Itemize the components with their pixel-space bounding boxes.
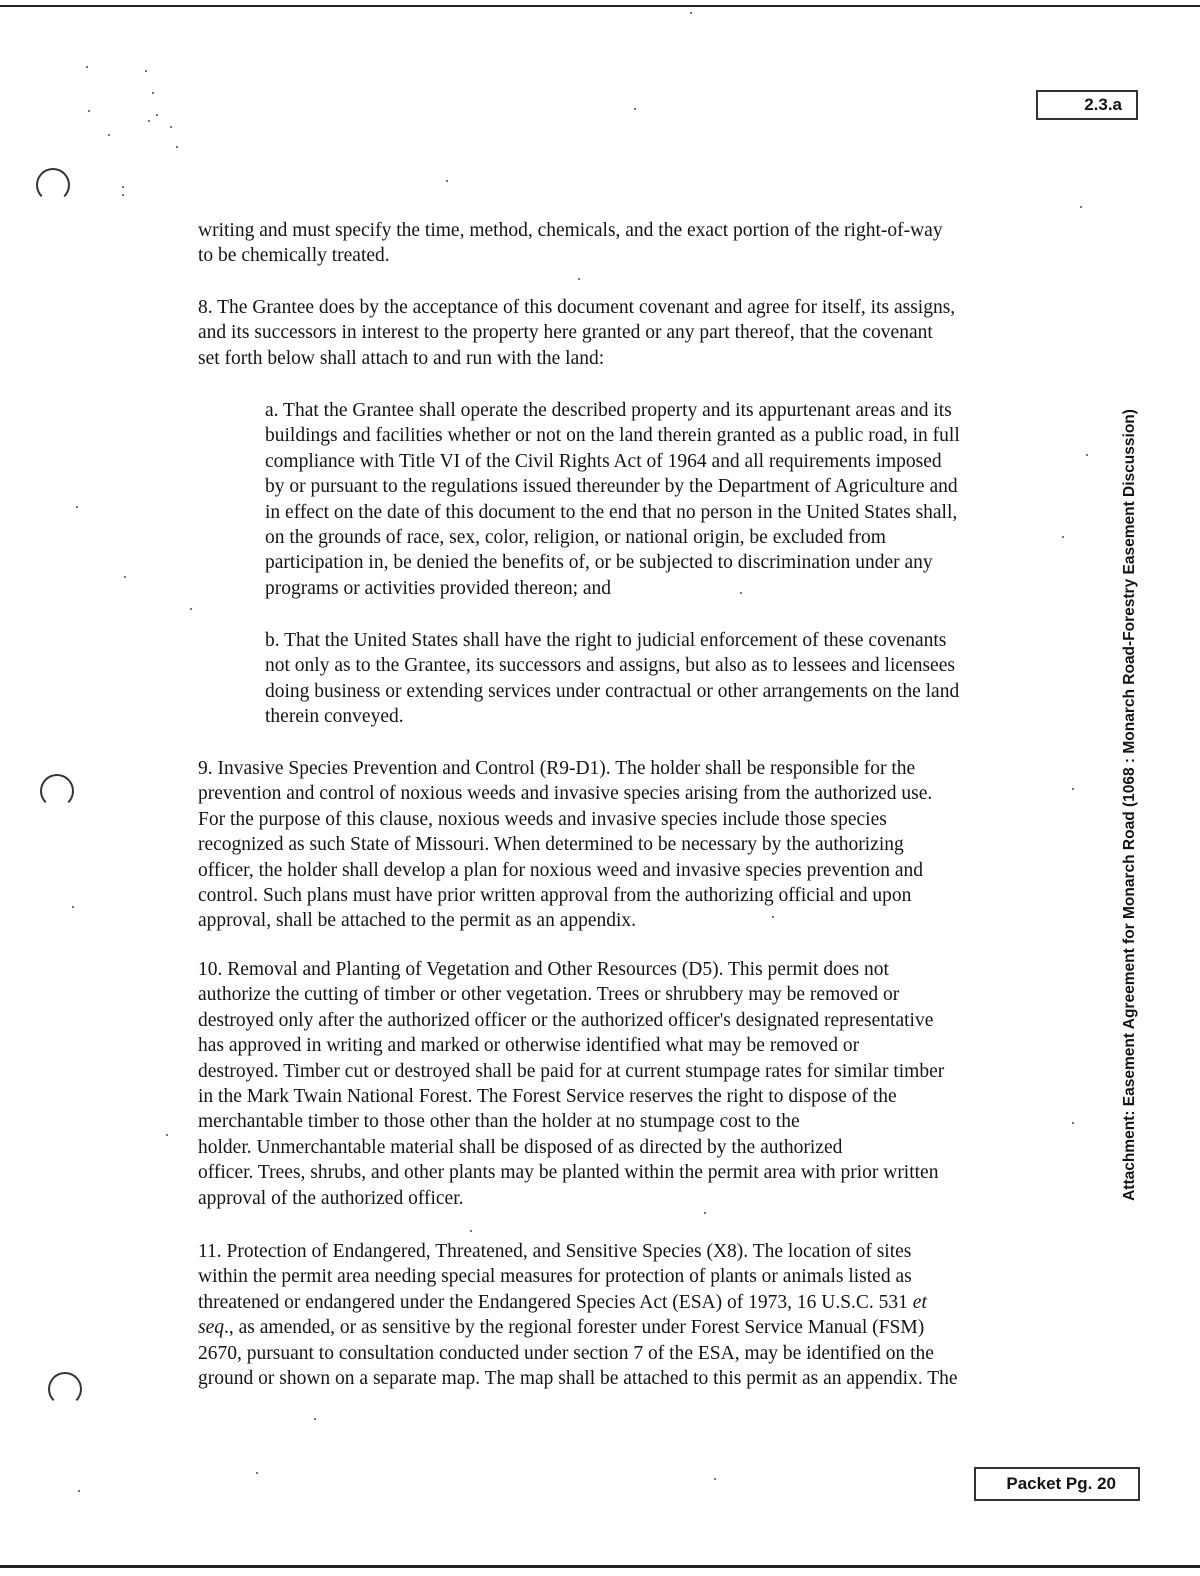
packet-page-box bbox=[974, 1467, 1140, 1501]
text-line: in the Mark Twain National Forest. The Forest Service reserves the right to dispose of the bbox=[198, 1086, 897, 1108]
text-line: by or pursuant to the regulations issued thereunder by the Department of Agriculture and bbox=[265, 476, 958, 498]
italic-segment: seq bbox=[198, 1317, 224, 1339]
scan-speck bbox=[714, 1478, 716, 1480]
text-line: holder. Unmerchantable material shall be disposed of as directed by the authorized bbox=[198, 1136, 843, 1158]
text-line: has approved in writing and marked or otherwise identified what may be removed or bbox=[198, 1035, 860, 1057]
paragraph-continued bbox=[198, 218, 943, 269]
scan-speck bbox=[76, 506, 78, 508]
text-line: ground or shown on a separate map. The map shall be attached to this permit as an appendix. The bbox=[198, 1368, 958, 1390]
text-line: set forth below shall attach to and run with the land: bbox=[198, 347, 605, 369]
attachment-sidebar-text: Attachment: Easement Agreement for Monarch Road (1068 : Monarch Road-Forestry Easement Discussion) bbox=[1121, 409, 1138, 1201]
scan-speck bbox=[148, 120, 150, 122]
paragraph-8b bbox=[265, 628, 959, 730]
packet-page-text: Packet Pg. 20 bbox=[1006, 1474, 1116, 1493]
scan-speck bbox=[108, 134, 110, 136]
scan-speck bbox=[1072, 1122, 1074, 1124]
text-line: therein conveyed. bbox=[265, 706, 404, 728]
scan-speck bbox=[122, 186, 124, 188]
text-line: not only as to the Grantee, its successors and assigns, but also as to lessees and licensees bbox=[265, 655, 955, 677]
scan-speck bbox=[190, 608, 192, 610]
scan-speck bbox=[122, 194, 124, 196]
paragraph-10 bbox=[198, 957, 944, 1211]
text-line: b. That the United States shall have the right to judicial enforcement of these covenants bbox=[265, 630, 947, 651]
text-line: on the grounds of race, sex, color, religion, or national origin, be excluded from bbox=[265, 527, 886, 549]
paragraph-8a bbox=[265, 398, 960, 601]
scan-speck bbox=[78, 1490, 80, 1492]
text-line: officer, the holder shall develop a plan for noxious weed and invasive species prevention and bbox=[198, 859, 924, 881]
text-line: control. Such plans must have prior written approval from the authorizing official and upon bbox=[198, 885, 912, 907]
scan-speck bbox=[1086, 454, 1088, 456]
agenda-item-tag bbox=[1036, 90, 1138, 120]
text-segment: threatened or endangered under the Endangered Species Act (ESA) of 1973, 16 U.S.C. 531 bbox=[198, 1291, 913, 1313]
text-line: 10. Removal and Planting of Vegetation and Other Resources (D5). This permit does not bbox=[198, 959, 889, 980]
text-line: approval of the authorized officer. bbox=[198, 1187, 464, 1209]
scan-speck bbox=[166, 1134, 168, 1136]
text-line: participation in, be denied the benefits of, or be subjected to discrimination under any bbox=[265, 552, 933, 574]
text-line: compliance with Title VI of the Civil Rights Act of 1964 and all requirements imposed bbox=[265, 450, 942, 472]
text-line: in effect on the date of this document to the end that no person in the United States shall, bbox=[265, 501, 958, 523]
paragraph-11 bbox=[198, 1239, 958, 1391]
scan-speck bbox=[145, 70, 147, 72]
text-line: destroyed only after the authorized officer or the authorized officer's designated representative bbox=[198, 1009, 934, 1031]
punch-hole-bottom-icon bbox=[48, 1372, 82, 1406]
text-line: merchantable timber to those other than the holder at no stumpage cost to the bbox=[198, 1111, 800, 1133]
scan-speck bbox=[704, 1212, 706, 1214]
text-line: prevention and control of noxious weeds and invasive species arising from the authorized use. bbox=[198, 783, 933, 805]
scan-speck bbox=[1080, 206, 1082, 208]
text-line: approval, shall be attached to the permit as an appendix. bbox=[198, 910, 637, 932]
attachment-sidebar bbox=[1112, 330, 1148, 1280]
scan-speck bbox=[88, 110, 90, 112]
agenda-item-tag-text: 2.3.a bbox=[1084, 95, 1122, 114]
text-line: within the permit area needing special measures for protection of plants or animals listed as bbox=[198, 1266, 912, 1288]
text-line: 9. Invasive Species Prevention and Control (R9-D1). The holder shall be responsible for the bbox=[198, 758, 916, 779]
scan-speck bbox=[446, 180, 448, 182]
text-line: authorize the cutting of timber or other vegetation. Trees or shrubbery may be removed or bbox=[198, 984, 900, 1006]
text-line: 2670, pursuant to consultation conducted under section 7 of the ESA, may be identified on the bbox=[198, 1342, 934, 1364]
scan-speck bbox=[72, 906, 74, 908]
punch-hole-middle-icon bbox=[40, 774, 74, 808]
scan-speck bbox=[176, 146, 178, 148]
text-line: officer. Trees, shrubs, and other plants may be planted within the permit area with prior written bbox=[198, 1162, 939, 1184]
scan-speck bbox=[1062, 536, 1064, 538]
top-scan-border bbox=[0, 5, 1200, 7]
text-line: destroyed. Timber cut or destroyed shall be paid for at current stumpage rates for similar timber bbox=[198, 1060, 945, 1082]
scan-speck bbox=[578, 278, 580, 280]
paragraph-8 bbox=[198, 295, 955, 371]
text-line: 8. The Grantee does by the acceptance of this document covenant and agree for itself, its assigns, bbox=[198, 297, 956, 318]
scan-speck bbox=[256, 1472, 258, 1474]
scan-speck bbox=[1072, 788, 1074, 790]
scan-speck bbox=[86, 66, 88, 68]
scan-speck bbox=[156, 114, 158, 116]
scan-speck bbox=[170, 126, 172, 128]
text-line bbox=[198, 1290, 958, 1315]
text-line: and its successors in interest to the property here granted or any part thereof, that the covenant bbox=[198, 322, 933, 344]
text-segment: ., as amended, or as sensitive by the regional forester under Forest Service Manual (FSM) bbox=[224, 1317, 925, 1339]
text-line bbox=[198, 1315, 958, 1340]
text-line: a. That the Grantee shall operate the described property and its appurtenant areas and its bbox=[265, 400, 952, 421]
text-line: doing business or extending services under contractual or other arrangements on the land bbox=[265, 680, 960, 702]
text-line: buildings and facilities whether or not on the land therein granted as a public road, in full bbox=[265, 425, 960, 447]
scan-speck bbox=[152, 92, 154, 94]
text-line: writing and must specify the time, method, chemicals, and the exact portion of the right-of-way bbox=[198, 220, 943, 241]
text-line: programs or activities provided thereon; and bbox=[265, 577, 612, 599]
scan-speck bbox=[634, 108, 636, 110]
text-line: For the purpose of this clause, noxious weeds and invasive species include those species bbox=[198, 808, 887, 830]
scan-speck bbox=[470, 1230, 472, 1232]
punch-hole-top-icon bbox=[36, 168, 70, 202]
text-line: to be chemically treated. bbox=[198, 245, 390, 267]
italic-segment: et bbox=[912, 1291, 927, 1313]
paragraph-9 bbox=[198, 756, 932, 934]
bottom-scan-border bbox=[0, 1565, 1200, 1568]
text-line: recognized as such State of Missouri. When determined to be necessary by the authorizing bbox=[198, 834, 904, 856]
scan-speck bbox=[690, 12, 692, 14]
text-line: 11. Protection of Endangered, Threatened, and Sensitive Species (X8). The location of sites bbox=[198, 1241, 912, 1262]
scan-speck bbox=[314, 1418, 316, 1420]
scan-speck bbox=[124, 576, 126, 578]
